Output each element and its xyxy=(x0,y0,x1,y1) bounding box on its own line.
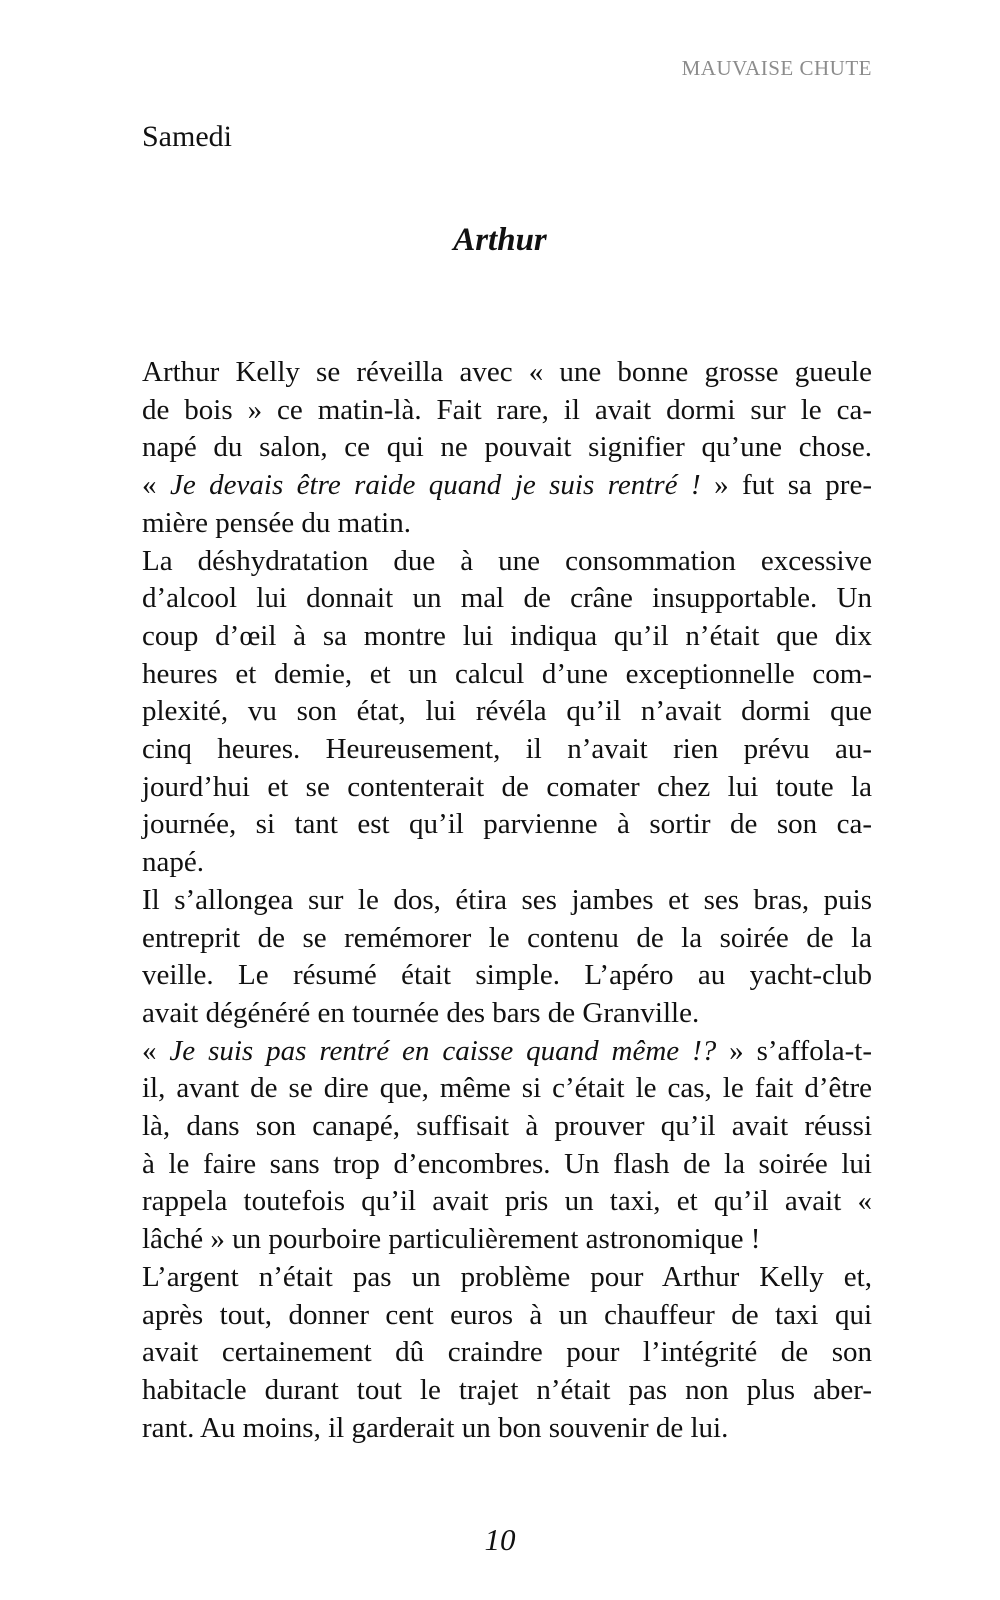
text-segment: journée, si tant est qu’il parvienne à sortir de son ca- xyxy=(142,808,872,841)
text-line xyxy=(142,731,872,769)
italic-quote: Je suis pas rentré en caisse quand même !? xyxy=(169,1034,717,1067)
text-line xyxy=(142,1334,872,1372)
text-line xyxy=(142,354,872,392)
text-segment: heures et demie, et un calcul d’une exceptionnelle com- xyxy=(142,657,872,690)
text-segment: mière pensée du matin. xyxy=(142,506,411,539)
text-line xyxy=(142,1221,872,1259)
text-segment: « xyxy=(142,469,170,502)
text-line xyxy=(142,1070,872,1108)
chapter-title: Arthur xyxy=(453,222,547,258)
text-line xyxy=(142,1259,872,1297)
text-line xyxy=(142,1410,872,1448)
text-segment: avait certainement dû craindre pour l’intégrité de son xyxy=(142,1336,872,1369)
text-line xyxy=(142,844,872,882)
text-line xyxy=(142,618,872,656)
text-line xyxy=(142,882,872,920)
text-line xyxy=(142,806,872,844)
text-line xyxy=(142,1297,872,1335)
text-line xyxy=(142,769,872,807)
body-text xyxy=(142,354,872,1447)
text-line xyxy=(142,1108,872,1146)
text-line xyxy=(142,920,872,958)
text-segment: Arthur Kelly se réveilla avec « une bonne grosse gueule xyxy=(142,356,872,388)
text-segment: là, dans son canapé, suffisait à prouver qu’il avait réussi xyxy=(142,1110,872,1143)
text-line xyxy=(142,693,872,731)
text-segment: rant. Au moins, il garderait un bon souvenir de lui. xyxy=(142,1411,729,1444)
text-segment: de bois » ce matin-là. Fait rare, il avait dormi sur le ca- xyxy=(142,393,872,426)
text-line xyxy=(142,543,872,581)
text-segment: à le faire sans trop d’encombres. Un flash de la soirée lui xyxy=(142,1147,872,1180)
text-line xyxy=(142,580,872,618)
text-segment: lâché » un pourboire particulièrement astronomique ! xyxy=(142,1223,761,1256)
text-line xyxy=(142,1033,872,1071)
text-line xyxy=(142,995,872,1033)
text-segment: Il s’allongea sur le dos, étira ses jambes et ses bras, puis xyxy=(142,883,872,916)
text-line xyxy=(142,656,872,694)
italic-quote: Je devais être raide quand je suis rentré ! xyxy=(169,469,701,502)
text-line xyxy=(142,957,872,995)
text-segment: napé du salon, ce qui ne pouvait signifier qu’une chose. xyxy=(142,431,872,464)
text-segment: jourd’hui et se contenterait de comater chez lui toute la xyxy=(142,770,872,803)
text-segment: coup d’œil à sa montre lui indiqua qu’il n’était que dix xyxy=(142,619,872,652)
text-line xyxy=(142,1183,872,1221)
text-segment: » s’affola-t- xyxy=(716,1034,873,1067)
text-segment: d’alcool lui donnait un mal de crâne insupportable. Un xyxy=(142,582,872,615)
text-line xyxy=(142,392,872,430)
text-line xyxy=(142,505,872,543)
text-segment: habitacle durant tout le trajet n’était pas non plus aber- xyxy=(142,1373,872,1406)
text-segment: avait dégénéré en tournée des bars de Granville. xyxy=(142,996,700,1029)
text-segment: napé. xyxy=(142,846,204,879)
text-segment: plexité, vu son état, lui révéla qu’il n’avait dormi que xyxy=(142,695,872,728)
text-line xyxy=(142,1372,872,1410)
text-segment: cinq heures. Heureusement, il n’avait rien prévu au- xyxy=(142,733,872,766)
text-segment: La déshydratation due à une consommation excessive xyxy=(142,544,872,577)
text-segment: « xyxy=(142,1034,170,1067)
day-label: Samedi xyxy=(142,120,232,153)
text-line xyxy=(142,467,872,505)
text-segment: L’argent n’était pas un problème pour Arthur Kelly et, xyxy=(142,1260,872,1293)
text-segment: » fut sa pre- xyxy=(700,469,872,502)
text-segment: rappela toutefois qu’il avait pris un taxi, et qu’il avait « xyxy=(142,1185,872,1218)
running-header: MAUVAISE CHUTE xyxy=(681,56,872,80)
text-line xyxy=(142,429,872,467)
text-segment: entreprit de se remémorer le contenu de la soirée de la xyxy=(142,921,872,954)
text-segment: après tout, donner cent euros à un chauffeur de taxi qui xyxy=(142,1298,872,1331)
text-line xyxy=(142,1146,872,1184)
text-segment: veille. Le résumé était simple. L’apéro au yacht-club xyxy=(142,959,872,992)
text-segment: il, avant de se dire que, même si c’était le cas, le fait d’être xyxy=(142,1072,872,1105)
page-number: 10 xyxy=(484,1522,516,1557)
